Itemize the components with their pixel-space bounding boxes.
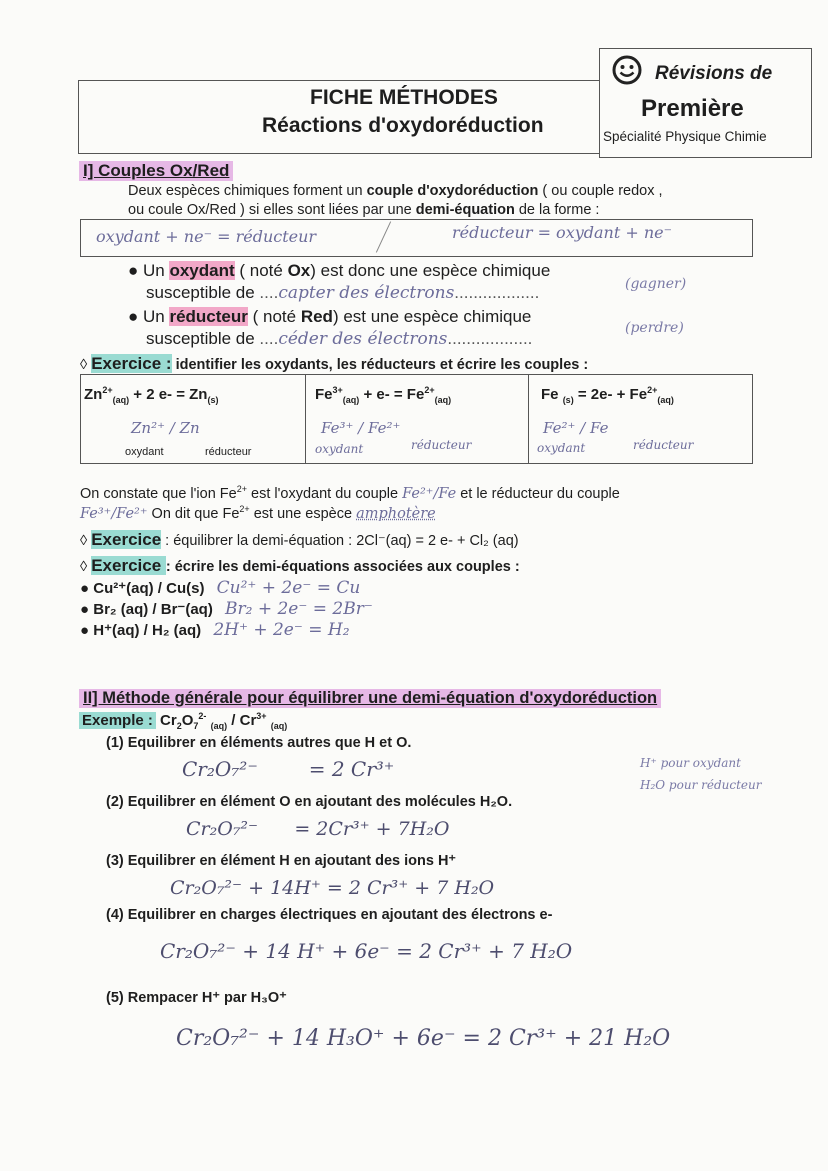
step-1: (1) Equilibrer en éléments autres que H et O. <box>106 735 412 751</box>
step-5-hw: Cr₂O₇²⁻ + 14 H₃O⁺ + 6e⁻ = 2 Cr³⁺ + 21 H₂O <box>176 1026 671 1051</box>
hw-couple-fe: Fe²⁺ / Fe <box>543 419 609 437</box>
step-1-hw: Cr₂O₇²⁻ = 2 Cr³⁺ <box>182 757 395 781</box>
exercise1-line: ◊ Exercice : identifier les oxydants, les réducteurs et écrire les couples : <box>80 354 589 373</box>
bullet-dot: ● <box>128 307 143 326</box>
hw-form-right: réducteur = oxydant + ne⁻ <box>452 223 673 242</box>
badge-sub: Spécialité Physique Chimie <box>603 129 767 144</box>
reaction-zn: $Zn^{2+}_{(aq)} + 2$ $e- = Zn_{(s)}$ <box>84 385 219 405</box>
example-line: Exemple : $Cr_2O_7^{2-}$ $_{(aq)} / Cr^{3+}$ $_{(aq)}$ <box>79 711 287 731</box>
badge-main: Première <box>641 95 744 122</box>
hw-form-left: oxydant + ne⁻ = réducteur <box>96 227 317 246</box>
constat-line1: On constate que l'ion $Fe^{2+}$ est l'oxydant du couple Fe²⁺/Fe et le réducteur du couple <box>80 484 620 502</box>
step-4: (4) Equilibrer en charges électriques en ajoutant des électrons e- <box>106 907 553 923</box>
badge-top: Révisions de <box>655 63 773 84</box>
step-2-hw: Cr₂O₇²⁻ = 2Cr³⁺ + 7H₂O <box>186 818 450 840</box>
table-divider <box>528 375 529 463</box>
bullet-dot: ● <box>128 261 143 280</box>
label-oxydant: oxydant <box>125 446 164 458</box>
step-3: (3) Equilibrer en élément H en ajoutant des ions H⁺ <box>106 853 457 869</box>
constat-line2: Fe³⁺/Fe²⁺ On dit que $Fe^{2+}$ est une espèce amphotère <box>80 504 436 522</box>
note-gagner: (gagner) <box>625 276 687 292</box>
step-3-hw: Cr₂O₇²⁻ + 14H⁺ = 2 Cr³⁺ + 7 H₂O <box>170 877 495 899</box>
exercise1-table <box>80 374 753 464</box>
hw-fe-ox: oxydant <box>537 441 586 455</box>
list-item: ● Br₂ (aq) / Br⁻(aq) Br₂ + 2e⁻ = 2Br⁻ <box>80 599 373 619</box>
revision-badge <box>599 48 812 158</box>
table-divider <box>305 375 306 463</box>
page-title: FICHE MÉTHODES <box>310 86 498 109</box>
step-5: (5) Rempacer H⁺ par H₃O⁺ <box>106 990 287 1006</box>
bullet-reducteur: ● Un réducteur ( noté Red) est une espèce chimique susceptible de ....céder des électrons.................. <box>128 307 533 349</box>
smiley-icon <box>612 55 642 85</box>
hw-fe3-ox: oxydant <box>315 442 364 456</box>
bullet-oxydant: ● Un oxydant ( noté Ox) est donc une espèce chimique susceptible de ....capter des électrons.................. <box>128 261 551 303</box>
list-item: ● Cu²⁺(aq) / Cu(s) Cu²⁺ + 2e⁻ = Cu <box>80 578 361 598</box>
hw-fe-red: réducteur <box>633 438 694 452</box>
note-h-oxydant: H⁺ pour oxydant <box>640 756 741 770</box>
reaction-fe: Fe $_{(s)} = 2e- + Fe^{2+}_{(aq)}$ <box>541 385 674 405</box>
hw-couple-fe3: Fe³⁺ / Fe²⁺ <box>321 419 401 437</box>
note-h2o-reducteur: H₂O pour réducteur <box>640 778 762 792</box>
list-item: ● H⁺(aq) / H₂ (aq) 2H⁺ + 2e⁻ = H₂ <box>80 620 350 640</box>
exercise3-line: ◊ Exercice : écrire les demi-équations associées aux couples : <box>80 556 520 575</box>
reaction-fe3: $Fe^{3+}_{(aq)} + e- = Fe^{2+}_{(aq)}$ <box>315 385 452 405</box>
exercise2-line: ◊ Exercice : équilibrer la demi-équation : 2Cl⁻(aq) = 2 e- + Cl₂ (aq) <box>80 530 519 549</box>
label-reducteur: réducteur <box>205 446 252 458</box>
intro-line2: ou coule Ox/Red ) si elles sont liées par une demi-équation de la forme : <box>128 202 600 218</box>
step-2: (2) Equilibrer en élément O en ajoutant des molécules H₂O. <box>106 794 513 810</box>
step-4-hw: Cr₂O₇²⁻ + 14 H⁺ + 6e⁻ = 2 Cr³⁺ + 7 H₂O <box>160 939 573 963</box>
exercise3-list <box>80 578 373 641</box>
page-subtitle: Réactions d'oxydoréduction <box>262 114 544 137</box>
note-perdre: (perdre) <box>625 320 684 336</box>
section1-heading: I] Couples Ox/Red <box>79 161 233 181</box>
intro-line1: Deux espèces chimiques forment un couple d'oxydoréduction ( ou couple redox , <box>128 183 663 199</box>
section2-heading: II] Méthode générale pour équilibrer une demi-équation d'oxydoréduction <box>79 689 661 708</box>
hw-fe3-red: réducteur <box>411 438 472 452</box>
hw-couple-zn: Zn²⁺ / Zn <box>131 419 200 437</box>
